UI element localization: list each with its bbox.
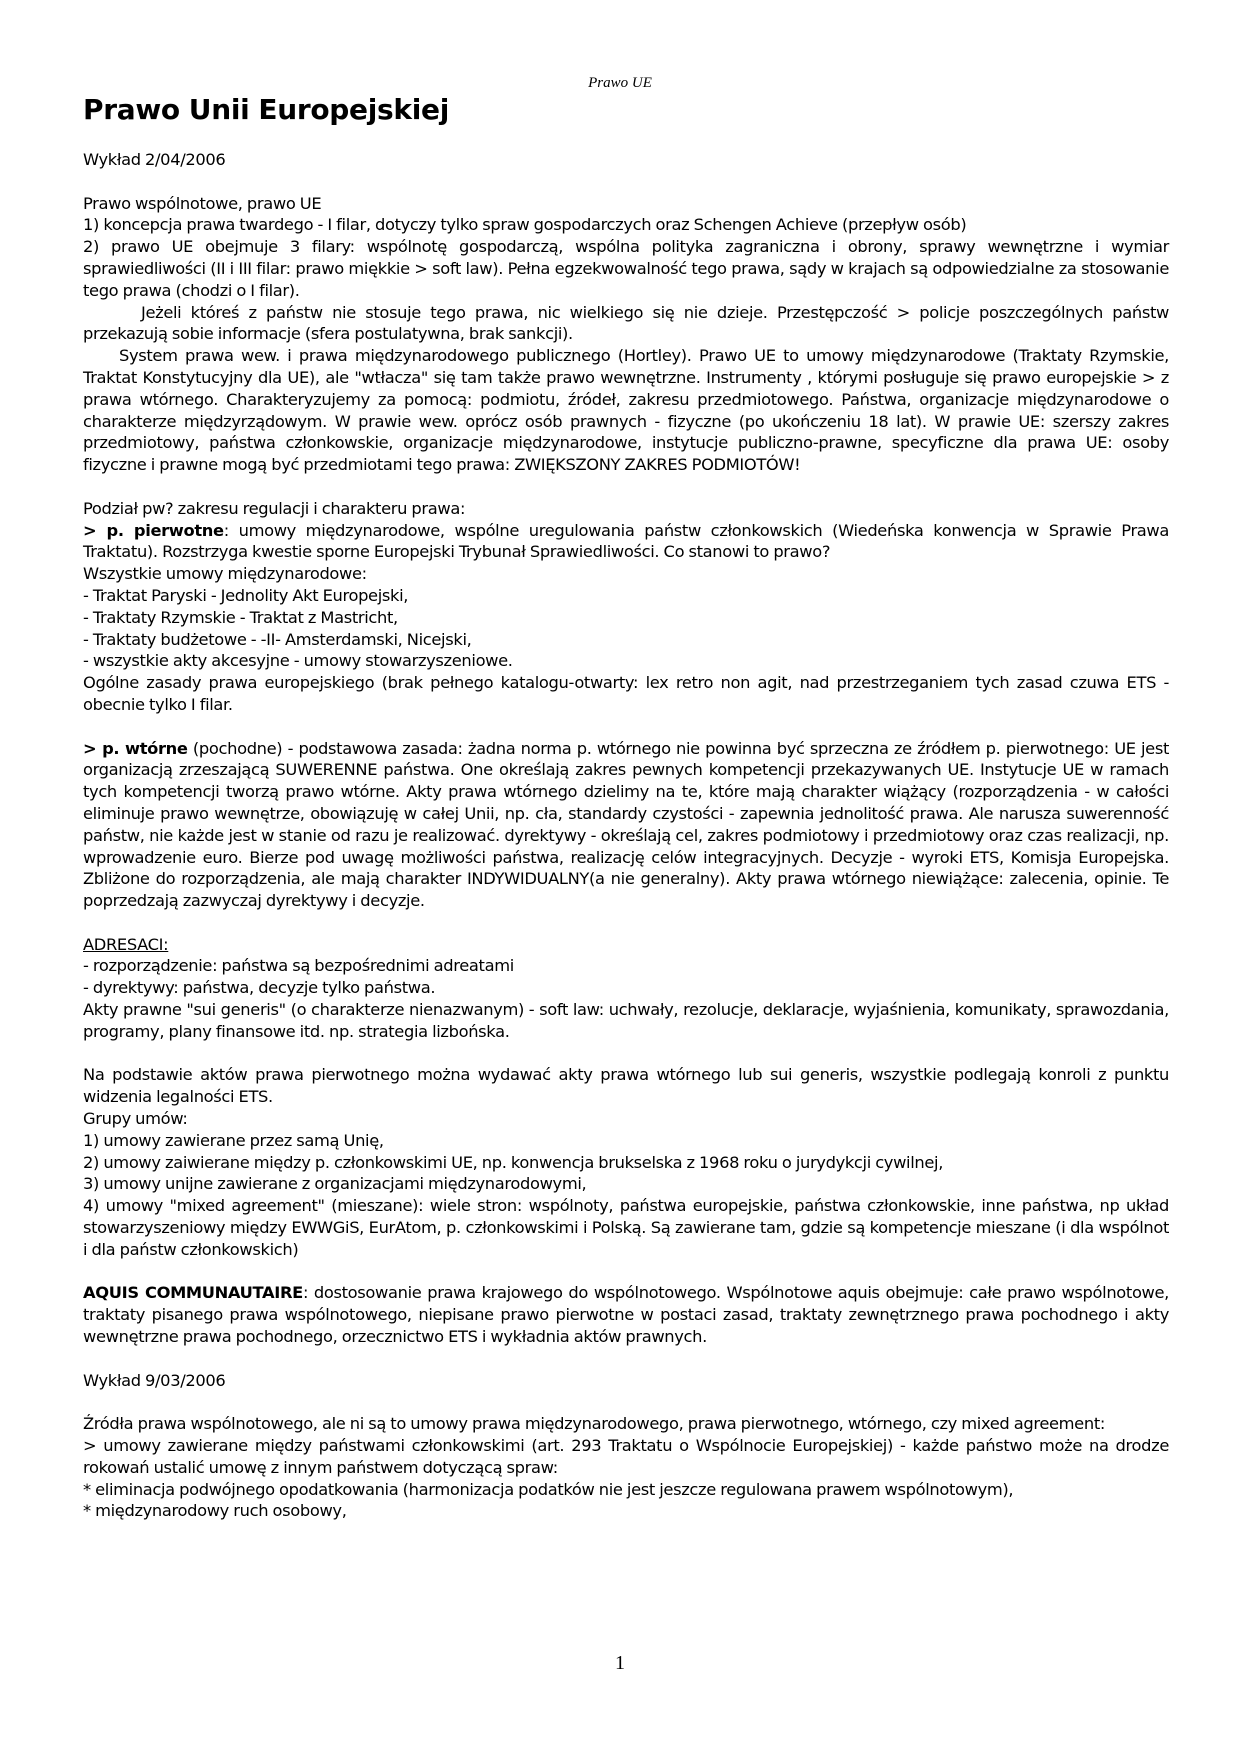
paragraph: 2) prawo UE obejmuje 3 filary: wspólnotę gospodarczą, wspólna polityka zagraniczna i obrony, sprawy wewnętrzne i wymiar sprawiedliwości (II i III filar: prawo miękkie > soft law). Pełna egzekwowalność tego prawa, sądy w krajach są odpowiedzialne za stosowanie tego prawa (chodzi o I filar). [83, 237, 1169, 300]
list-item: - Traktaty Rzymskie - Traktat z Mastricht, [83, 607, 398, 627]
lecture-date: Wykład 2/04/2006 [83, 150, 226, 169]
list-item: * eliminacja podwójnego opodatkowania (harmonizacja podatków nie jest jeszcze regulowana prawem wspólnotowym), [83, 1479, 1014, 1499]
paragraph: Źródła prawa wspólnotowego, ale ni są to umowy prawa międzynarodowego, prawa pierwotnego, wtórnego, czy mixed agreement: [83, 1414, 1105, 1434]
term-text: (pochodne) - podstawowa zasada: żadna norma p. wtórnego nie powinna być sprzeczna ze źródłem p. pierwotnego: UE jest organizacją zrzeszającą SUWERENNE państwa. One określają zakres pewnych kompetencji przekazywanych UE. Instytucje UE w ramach tych kompetencji tworzą prawo wtórne. Akty prawa wtórnego dzielimy na te, które mają charakter wiążący (rozporządzenia - w całości eliminuje prawo wewnętrze, obowiązuję w całej Unii, np. cła, standardy czystości - zapewnia jednolitość prawa. Ale narusza suwerenność państw, nie każde jest w stanie od razu je realizować. dyrektywy - określają cel, zakres podmiotowy i przedmiotowy oraz czas realizacji, np. wprowadzenie euro. Bierze pod uwagę możliwości państwa, realizację celów integracyjnych. Decyzje - wyroki ETS, Komisja Europejska. Zbliżone do rozporządzenia, ale mają charakter INDYWIDUALNY(a nie generalny). Akty prawa wtórnego niewiążące: zalecenia, opinie. Te poprzedzają zazwyczaj dyrektywy i decyzje. [83, 738, 1170, 911]
paragraph: Na podstawie aktów prawa pierwotnego można wydawać akty prawa wtórnego lub sui generis, wszystkie podlegają konroli z punktu widzenia legalności ETS. [83, 1065, 1169, 1107]
list-item: - Traktaty budżetowe - -II- Amsterdamski, Nicejski, [83, 629, 472, 649]
document-body [83, 92, 1169, 1522]
paragraph: > umowy zawierane między państwami członkowskimi (art. 293 Traktatu o Wspólnocie Europejskiej) - każde państwo może na drodze rokowań ustalić umowę z innym państwem dotyczącą spraw: [83, 1436, 1169, 1477]
list-item: 3) umowy unijne zawierane z organizacjami międzynarodowymi, [83, 1174, 587, 1194]
list-heading: Wszystkie umowy międzynarodowe: [83, 564, 367, 584]
paragraph-aquis [83, 1282, 1169, 1347]
term-label: > p. wtórne [83, 738, 188, 758]
paragraph: Akty prawne "sui generis" (o charakterze nienazwanym) - soft law: uchwały, rezolucje, deklaracje, wyjaśnienia, komunikaty, sprawozdania, programy, plany finansowe itd. np. strategia lizbońska. [83, 1000, 1169, 1041]
paragraph: System prawa wew. i prawa międzynarodowego publicznego (Hortley). Prawo UE to umowy międzynarodowe (Traktaty Rzymskie, Traktat Konstytucyjny dla UE), ale "wtłacza" się tam także prawo wewnętrzne. Instrumenty , którymi posługuje się prawo europejskie > z prawa wtórnego. Charakteryzujemy za pomocą: podmiotu, źródeł, zakresu przedmiotowego. Państwa, organizacje międzynarodowe o charakterze międzyrządowym. W prawie wew. oprócz osób prawnych - fizyczne (po ukończeniu 18 lat). W prawie UE: szerszy zakres przedmiotowy, państwa członkowskie, organizacje międzynarodowe, instytucje publiczno-prawne, specyficzne dla prawa UE: osoby fizyczne i prawne mogą być przedmiotami tego prawa: ZWIĘKSZONY ZAKRES PODMIOTÓW! [83, 346, 1169, 475]
list-item: - Traktat Paryski - Jednolity Akt Europejski, [83, 585, 409, 605]
paragraph: 1) koncepcja prawa twardego - I filar, dotyczy tylko spraw gospodarczych oraz Schengen Achieve (przepływ osób) [83, 215, 967, 235]
section-heading-adresaci: ADRESACI: [83, 934, 169, 954]
term-text: : umowy międzynarodowe, wspólne uregulowania państw członkowskich (Wiedeńska konwencja w Sprawie Prawa Traktatu). Rozstrzyga kwestie sporne Europejski Trybunał Sprawiedliwości. Co stanowi to prawo? [83, 520, 1170, 562]
lecture-date: Wykład 9/03/2006 [83, 1370, 226, 1390]
list-item: - rozporządzenie: państwa są bezpośrednimi adreatami [83, 956, 514, 976]
paragraph: Jeżeli któreś z państw nie stosuje tego prawa, nic wielkiego się nie dzieje. Przestępczość > policje poszczególnych państw przekazują sobie informacje (sfera postulatywna, brak sankcji). [83, 302, 1169, 344]
term-label: AQUIS COMMUNAUTAIRE [83, 1283, 303, 1303]
list-item: 1) umowy zawierane przez samą Unię, [83, 1130, 384, 1150]
paragraph-wtorne [83, 738, 1169, 912]
term-label: > p. pierwotne [83, 520, 224, 540]
list-item: - wszystkie akty akcesyjne - umowy stowarzyszeniowe. [83, 651, 513, 671]
list-item: - dyrektywy: państwa, decyzje tylko państwa. [83, 978, 436, 998]
paragraph-pierwotne [83, 520, 1169, 564]
page-number: 1 [615, 1652, 625, 1674]
section-heading: Prawo wspólnotowe, prawo UE [83, 193, 322, 213]
list-item: 2) umowy zaiwierane między p. członkowskimi UE, np. konwencja brukselska z 1968 roku o jurydykcji cywilnej, [83, 1152, 944, 1172]
list-heading: Grupy umów: [83, 1109, 188, 1129]
running-header: Prawo UE [588, 75, 652, 91]
document-title: Prawo Unii Europejskiej [83, 93, 449, 126]
list-item: * międzynarodowy ruch osobowy, [83, 1501, 347, 1521]
list-item: 4) umowy "mixed agreement" (mieszane): wiele stron: wspólnoty, państwa europejskie, państwa członkowskie, inne państwa, np układ stowarzyszeniowy między EWWGiS, EurAtom, p. członkowskimi i Polską. Są zawierane tam, gdzie są kompetencje mieszane (i dla wspólnot i dla państw członkowskich) [83, 1196, 1169, 1259]
section-heading: Podział pw? zakresu regulacji i charakteru prawa: [83, 498, 466, 518]
paragraph: Ogólne zasady prawa europejskiego (brak pełnego katalogu-otwarty: lex retro non agit, nad przestrzeganiem tych zasad czuwa ETS - obecnie tylko I filar. [83, 673, 1169, 714]
term-text: : dostosowanie prawa krajowego do wspólnotowego. Wspólnotowe aquis obejmuje: całe prawo wspólnotowe, traktaty pisanego prawa wspólnotowego, niepisane prawo pierwotne w postaci zasad, traktaty zewnętrznego prawa pochodnego i akty wewnętrzne prawa pochodnego, orzecznictwo ETS i wykładnia aktów prawnych. [83, 1283, 1170, 1347]
